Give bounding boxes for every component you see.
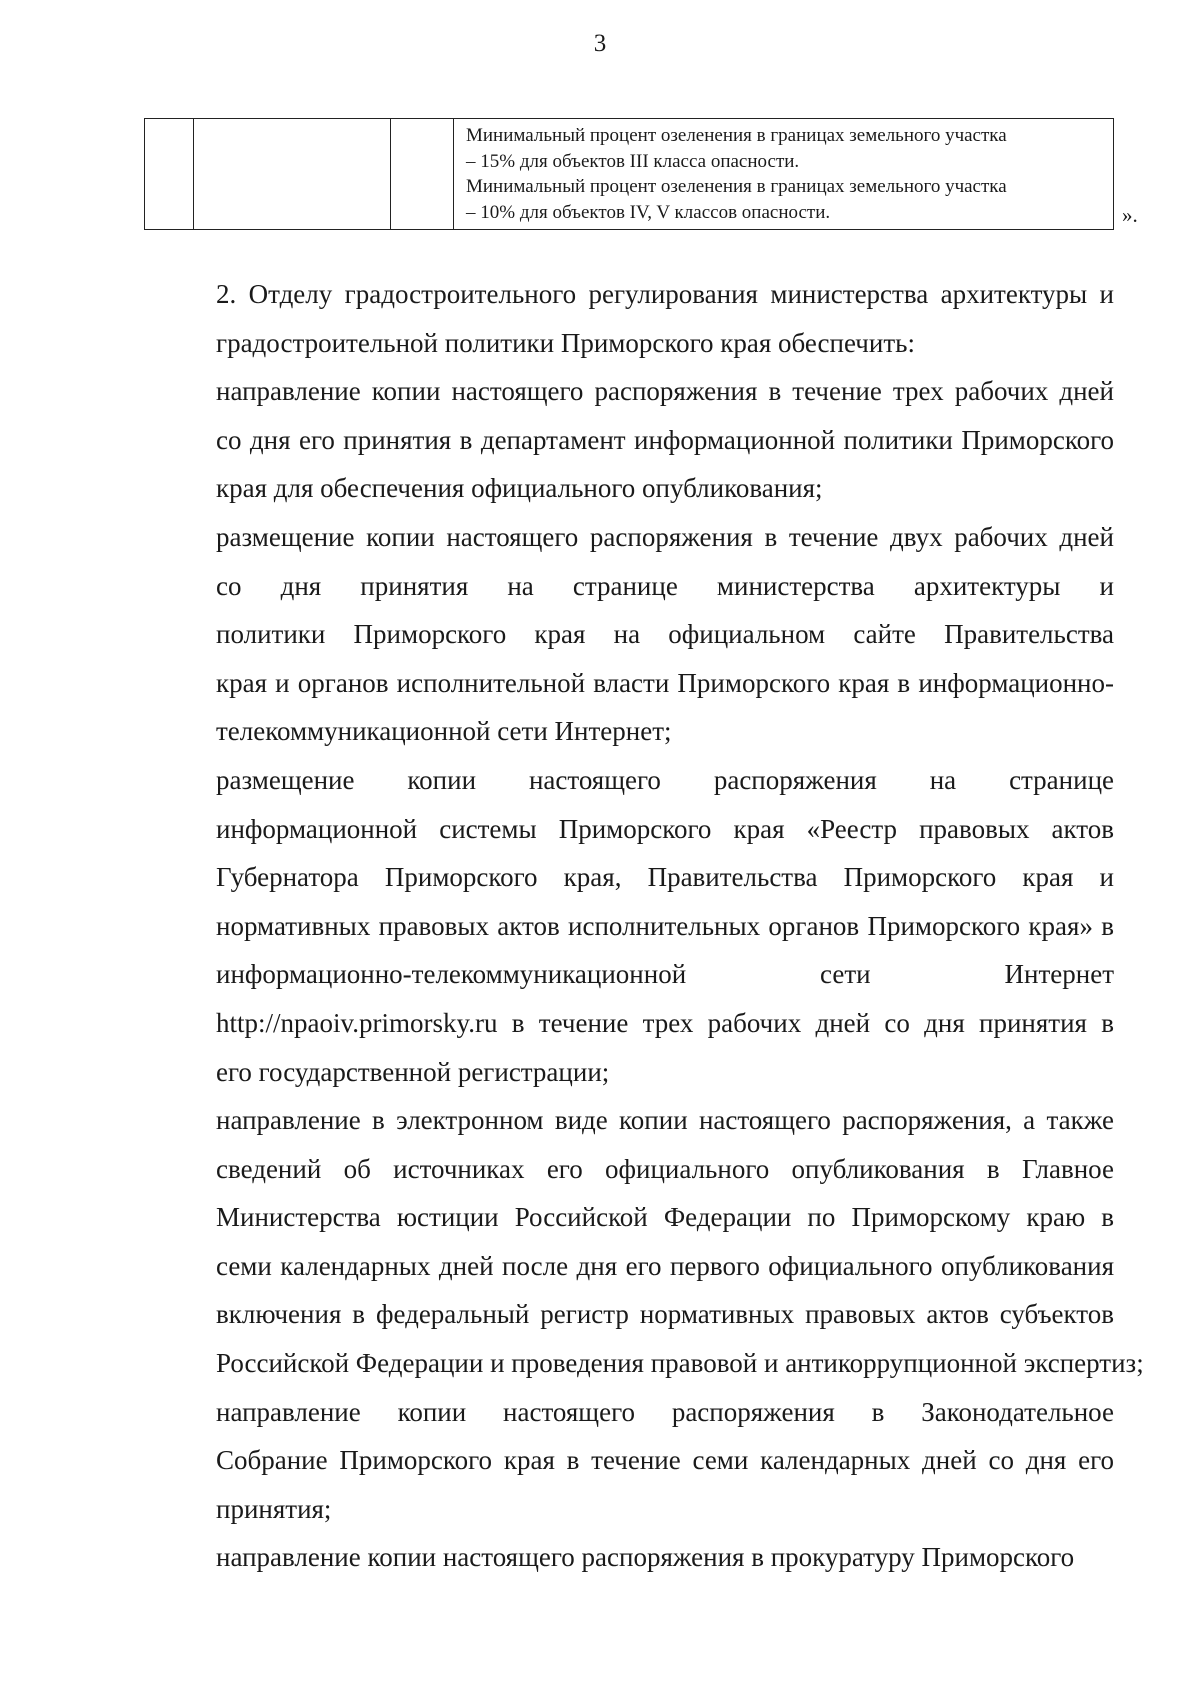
text-line: направление копии настоящего распоряжения в Законодательное: [216, 1396, 1114, 1427]
table-row: [145, 119, 1114, 230]
table-text-line: – 10% для объектов IV, V классов опасности.: [466, 201, 831, 223]
text-line: Российской Федерации и проведения правовой и антикоррупционной экспертиз;: [216, 1348, 1144, 1379]
text-line: Губернатора Приморского края, Правительства Приморского края и: [216, 862, 1114, 893]
text-line: информационно-телекоммуникационной сети Интернет: [216, 959, 1114, 990]
table-cell-empty: [194, 119, 391, 230]
text-line: края и органов исполнительной власти Приморского края в информационно-: [216, 667, 1114, 698]
text-line: семи календарных дней после дня его первого официального опубликования: [216, 1250, 1114, 1281]
table-text-line: Минимальный процент озеленения в границах земельного участка: [466, 125, 1007, 146]
text-line: края для обеспечения официального опубликования;: [216, 473, 823, 504]
text-line: политики Приморского края на официальном сайте Правительства: [216, 619, 1114, 650]
text-line: направление в электронном виде копии настоящего распоряжения, а также: [216, 1105, 1114, 1136]
table-text-line: – 15% для объектов III класса опасности.: [466, 150, 800, 172]
continued-table: [144, 118, 1114, 230]
table-cell-green-zone-requirements: [454, 119, 1114, 230]
body-text: [144, 270, 1144, 1582]
page-number: 3: [593, 30, 607, 57]
text-line: телекоммуникационной сети Интернет;: [216, 716, 672, 747]
paragraph-registry: [144, 756, 1114, 1096]
text-line: 2. Отделу градостроительного регулирования министерства архитектуры и: [216, 279, 1114, 309]
text-line: со дня принятия на странице министерства архитектуры и: [216, 570, 1114, 601]
table-cell-empty: [391, 119, 454, 230]
text-line: http://npaoiv.primorsky.ru в течение трех рабочих дней со дня принятия в: [216, 1007, 1114, 1038]
paragraph-legislative-assembly: [144, 1388, 1114, 1534]
paragraph-prosecutor: [144, 1533, 1114, 1582]
text-line: нормативных правовых актов исполнительных органов Приморского края» в: [216, 910, 1114, 941]
text-line: Министерства юстиции Российской Федерации по Приморскому краю в: [216, 1202, 1114, 1233]
text-line: Собрание Приморского края в течение семи календарных дней со дня его: [216, 1445, 1114, 1476]
text-line: направление копии настоящего распоряжения в течение трех рабочих дней: [216, 376, 1114, 407]
text-line: со дня его принятия в департамент информационной политики Приморского: [216, 424, 1114, 455]
text-line: его государственной регистрации;: [216, 1056, 610, 1087]
text-line: направление копии настоящего распоряжения в прокуратуру Приморского: [216, 1542, 1075, 1573]
closing-quote-mark: ».: [1122, 203, 1138, 227]
text-line: сведений об источниках его официального опубликования в Главное: [216, 1153, 1114, 1184]
paragraph-item-2: [144, 270, 1114, 367]
text-line: принятия;: [216, 1493, 332, 1524]
paragraph-ministry-of-justice: [144, 1096, 1144, 1388]
text-line: включения в федеральный регистр нормативных правовых актов субъектов: [216, 1299, 1114, 1330]
text-line: градостроительной политики Приморского края обеспечить:: [216, 327, 915, 358]
text-line: размещение копии настоящего распоряжения в течение двух рабочих дней: [216, 521, 1114, 552]
text-line: информационной системы Приморского края «Реестр правовых актов: [216, 813, 1114, 844]
table-text-line: Минимальный процент озеленения в границах земельного участка: [466, 176, 1007, 197]
paragraph-info-policy: [144, 367, 1114, 513]
table-cell-empty: [145, 119, 194, 230]
text-line: размещение копии настоящего распоряжения на странице: [216, 764, 1114, 795]
paragraph-ministry-page: [144, 513, 1114, 756]
